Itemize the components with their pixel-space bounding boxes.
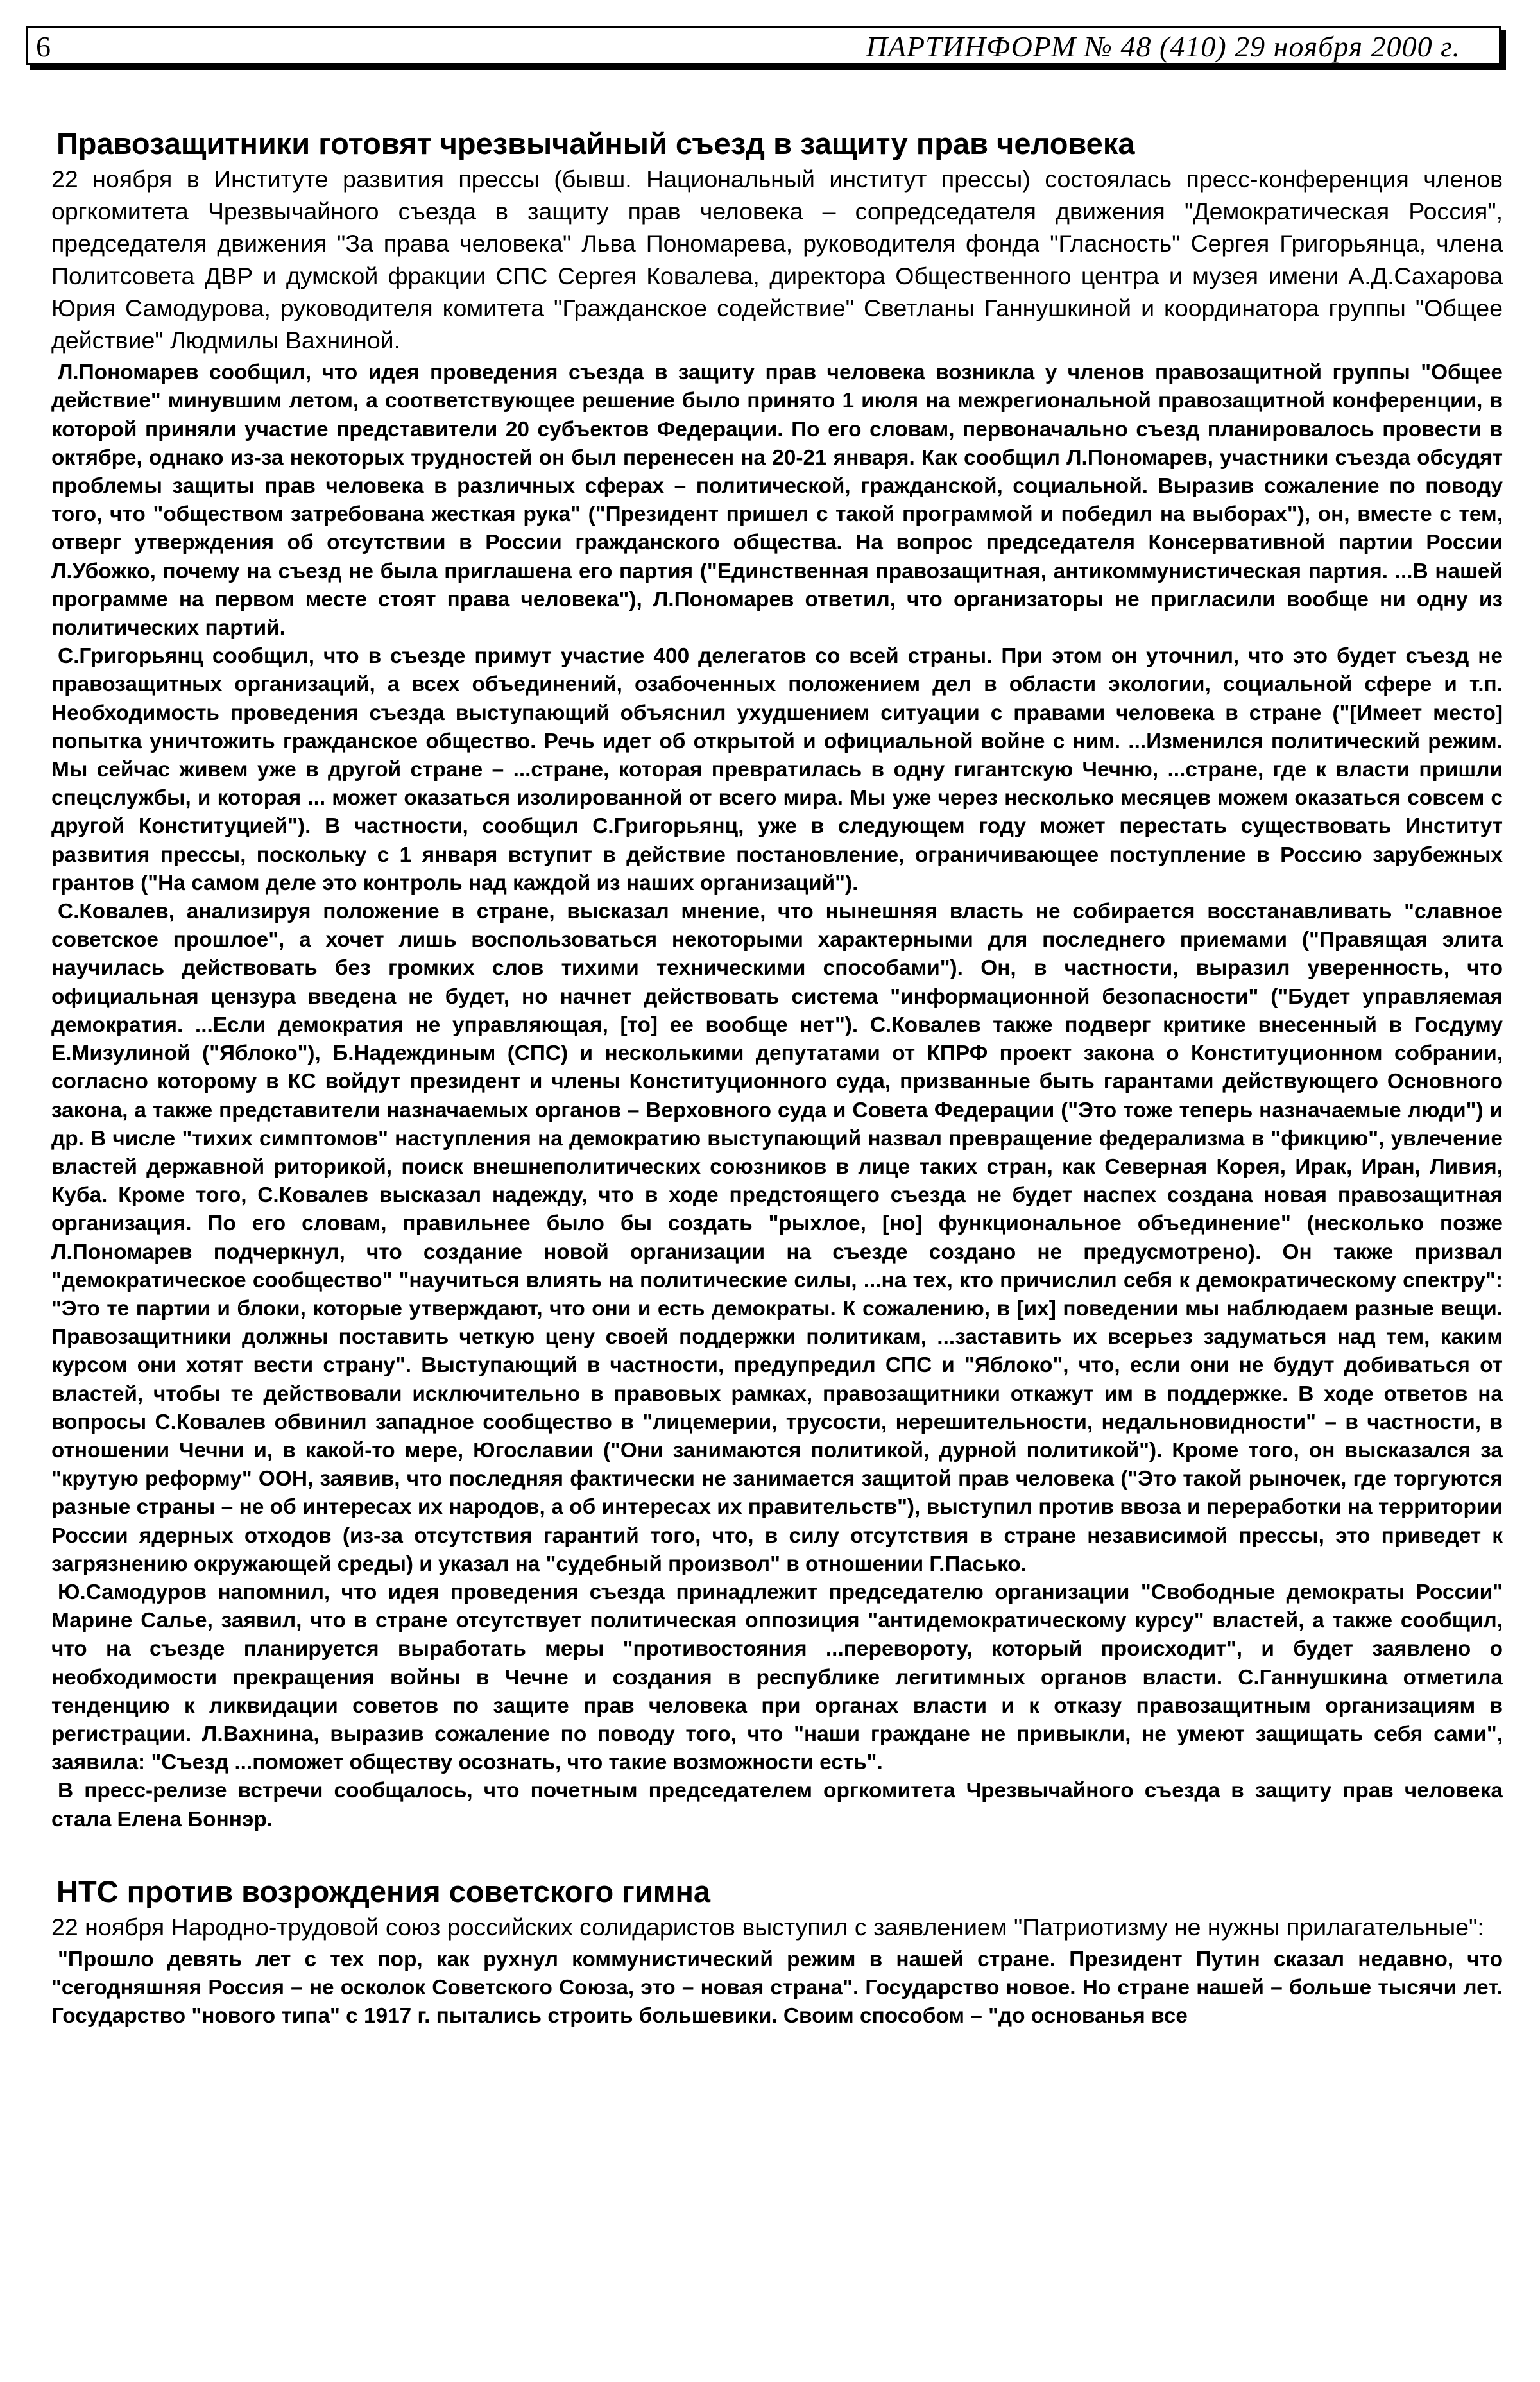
article-title: Правозащитники готовят чрезвычайный съезд в защиту прав человека [56, 126, 1135, 160]
article-paragraph: С.Ковалев, анализируя положение в стране, высказал мнение, что нынешняя власть не собирается восстанавливать "славное советское прошлое", а хочет лишь воспользоваться некоторыми характерными для последнего приемами ("Правящая элита научилась действовать без громких слов тихими техническими способами"). Он, в частности, выразил уверенность, что официальная цензура введена не будет, но начнет действовать система "информационной безопасности" ("Будет управляемая демократия. ...Если демократия не управляющая, [то] ее вообще нет"). С.Ковалев также подверг критике внесенный в Госдуму Е.Мизулиной ("Яблоко"), Б.Надеждиным (СПС) и несколькими депутатами от КПРФ проект закона о Конституционном собрании, согласно которому в КС войдут президент и члены Конституционного суда, призванные быть гарантами действующего Основного закона, а также представители назначаемых органов – Верховного суда и Совета Федерации ("Это тоже теперь назначаемые люди") и др. В числе "тихих симптомов" наступления на демократию выступающий назвал превращение федерализма в "фикцию", увлечение властей державной риторикой, поиск внешнеполитических союзников в лице таких стран, как Северная Корея, Ирак, Иран, Ливия, Куба. Кроме того, С.Ковалев высказал надежду, что в ходе предстоящего съезда не будет наспех создана новая правозащитная организация. По его словам, правильнее было бы создать "рыхлое, [но] функциональное объединение" (несколько позже Л.Пономарев подчеркнул, что создание новой организации на съезде создано не предусмотрено). Он также призвал "демократическое сообщество" "научиться влиять на политические силы, ...на тех, кто причислил себя к демократическому спектру": "Это те партии и блоки, которые утверждают, что они и есть демократы. К сожалению, в [их] поведении мы наблюдаем разные вещи. Правозащитники должны поставить четкую цену своей поддержки политикам, ...заставить их всерьез задуматься над тем, каким курсом они хотят вести страну". Выступающий в частности, предупредил СПС и "Яблоко", что, если они не будут добиваться от властей, чтобы те действовали исключительно в правовых рамках, правозащитники откажут им в поддержке. В ходе ответов на вопросы С.Ковалев обвинил западное сообщество в "лицемерии, трусости, нерешительности, недальновидности" – в частности, в отношении Чечни и, в какой-то мере, Югославии ("Они занимаются политикой, дурной политикой"). Кроме того, он высказался за "крутую реформу" ООН, заявив, что последняя фактически не занимается защитой прав человека ("Это такой рыночек, где торгуются разные страны – не об интересах их народов, а об интересах их правительств"), выступил против ввоза и переработки на территории России ядерных отходов (из-за отсутствия гарантий того, что, в силу отсутствия в стране независимой прессы, это приведет к загрязнению окружающей среды) и указал на "судебный произвол" в отношении Г.Пасько. [51, 900, 1503, 1576]
article-paragraph: "Прошло девять лет с тех пор, как рухнул коммунистический режим в нашей стране. Президент Путин сказал недавно, что "сегодняшняя Россия – не осколок Советского Союза, это – новая страна". Государство новое. Но стране нашей – больше тысячи лет. Государство "нового типа" с 1917 г. пытались строить большевики. Своим способом – "до основанья все [51, 1947, 1503, 2028]
article-paragraph: Л.Пономарев сообщил, что идея проведения съезда в защиту прав человека возникла у членов правозащитной группы "Общее действие" минувшим летом, а соответствующее решение было принято 1 июля на межрегиональной правозащитной конференции, в которой приняли участие представители 20 субъектов Федерации. По его словам, первоначально съезд планировалось провести в октябре, однако из-за некоторых трудностей он был перенесен на 20-21 января. Как сообщил Л.Пономарев, участники съезда обсудят проблемы защиты прав человека в различных сферах – политической, гражданской, социальной. Выразив сожаление по поводу того, что "обществом затребована жесткая рука" ("Президент пришел с такой программой и победил на выборах"), он, вместе с тем, отверг утверждения об отсутствии в России гражданского общества. На вопрос председателя Консервативной партии России Л.Убожко, почему на съезд не была приглашена его партия ("Единственная правозащитная, антикоммунистическая партия. ...В нашей программе на первом месте стоят права человека"), Л.Пономарев ответил, что организаторы не пригласили вообще ни одну из политических партий. [51, 361, 1503, 640]
article-paragraph: В пресс-релизе встречи сообщалось, что почетным председателем оргкомитета Чрезвычайного съезда в защиту прав человека стала Елена Боннэр. [51, 1779, 1503, 1831]
masthead: ПАРТИНФОРМ № 48 (410) 29 ноября 2000 г. [866, 30, 1460, 63]
article-paragraph: С.Григорьянц сообщил, что в съезде примут участие 400 делегатов со всей страны. При этом он уточнил, что это будет съезд не правозащитных организаций, а всех объединений, озабоченных положением дел в области экологии, социальной сфере и т.п. Необходимость проведения съезда выступающий объяснил ухудшением ситуации с правами человека в стране ("[Имеет место] попытка уничтожить гражданское общество. Речь идет об открытой и официальной войне с ним. ...Изменился политический режим. Мы сейчас живем уже в другой стране – ...стране, которая превратилась в одну гигантскую Чечню, ...стране, где к власти пришли спецслужбы, и которая ... может оказаться изолированной от всего мира. Мы уже через несколько месяцев можем оказаться совсем с другой Конституцией"). В частности, сообщил С.Григорьянц, уже в следующем году может перестать существовать Институт развития прессы, поскольку с 1 января вступит в действие постановление, ограничивающее поступление в Россию зарубежных грантов ("На самом деле это контроль над каждой из наших организаций"). [51, 644, 1503, 895]
article-lead: 22 ноября Народно-трудовой союз российских солидаристов выступил с заявлением "Патриотизму не нужны прилагательные": [51, 1913, 1484, 1941]
page-header [26, 26, 1502, 65]
article-paragraph: Ю.Самодуров напомнил, что идея проведения съезда принадлежит председателю организации "Свободные демократы России" Марине Салье, заявил, что в стране отсутствует политическая оппозиция "антидемократическому курсу" властей, а также сообщил, что на съезде планируется выработать меры "противостояния ...перевороту, который происходит", и будет заявлено о необходимости прекращения войны в Чечне и создания в республике легитимных органов власти. С.Ганнушкина отметила тенденцию к ликвидации советов по защите прав человека при органах власти и к отказу правозащитным организациям в регистрации. Л.Вахнина, выразив сожаление по поводу того, что "наши граждане не привыкли, не умеют защищать себя сами", заявила: "Съезд ...поможет обществу осознать, что такие возможности есть". [51, 1580, 1503, 1775]
article-title: НТС против возрождения советского гимна [56, 1874, 711, 1908]
page-number: 6 [36, 30, 51, 63]
page-content [51, 126, 1503, 2031]
article-human-rights-congress [51, 126, 1503, 1834]
article-nts-anthem [51, 1874, 1503, 2031]
article-lead: 22 ноября в Институте развития прессы (бывш. Национальный институт прессы) состоялась пресс-конференция членов оргкомитета Чрезвычайного съезда в защиту прав человека – сопредседателя движения "Демократическая Россия", председателя движения "За права человека" Льва Пономарева, руководителя фонда "Гласность" Сергея Григорьянца, члена Политсовета ДВР и думской фракции СПС Сергея Ковалева, директора Общественного центра и музея имени А.Д.Сахарова Юрия Самодурова, руководителя комитета "Гражданское содействие" Светланы Ганнушкиной и координатора группы "Общее действие" Людмилы Вахниной. [51, 166, 1503, 354]
